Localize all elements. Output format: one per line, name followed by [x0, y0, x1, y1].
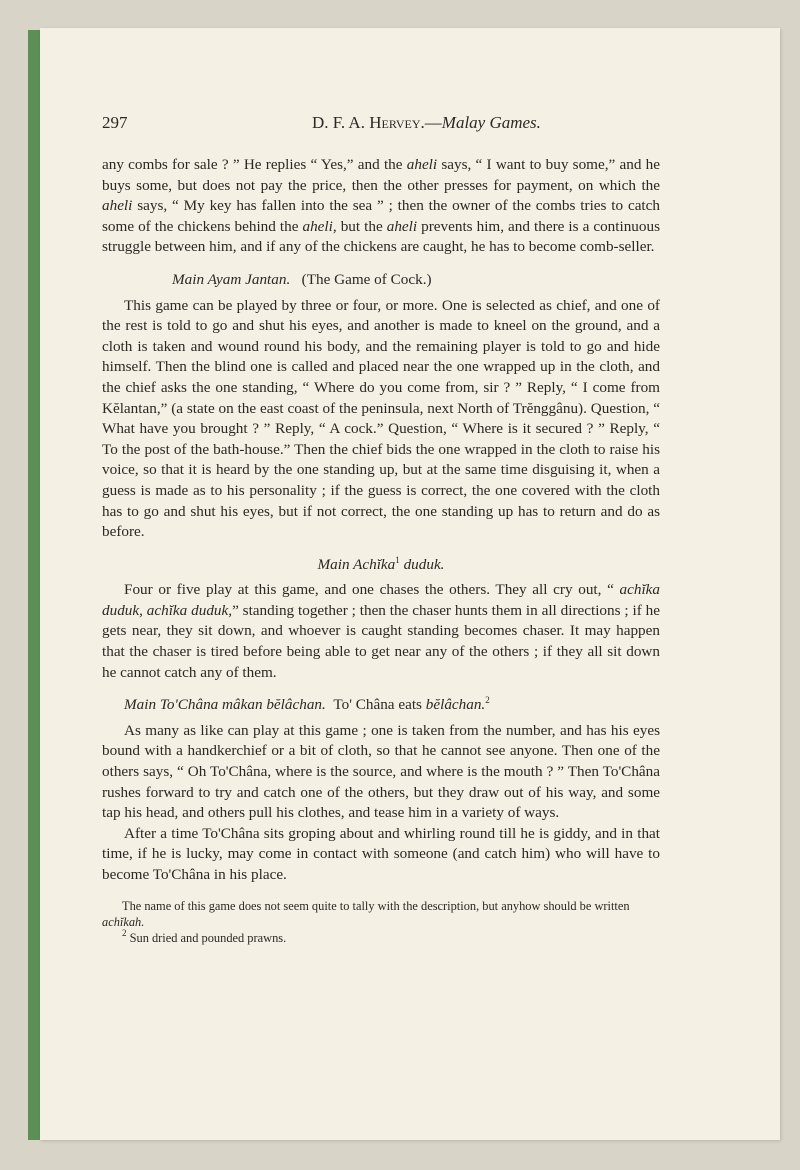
footnote-2: $^2$ Sun dried and pounded prawns. [122, 927, 287, 945]
section-title-malay: Main Ayam Jantan. [172, 270, 291, 288]
section-heading-ayam-jantan [102, 270, 660, 291]
footnotes [102, 898, 660, 946]
running-head [102, 113, 660, 135]
paragraph-comb-seller: any combs for sale ? ” He replies “ Yes,” and the aheli says, “ I want to buy some,” and he buys some, but does not pay the price, then the other presses for payment, on which the aheli says, “ My key has fallen into the sea ” ; then the owner of the combs tries to catch some of the chickens behind the aheli, but the aheli prevents him, and there is a continuous struggle between him, and if any of the chickens are caught, he has to become comb-seller. [102, 156, 661, 256]
footnote-marker-2: 2 [485, 695, 490, 706]
running-title [312, 113, 541, 133]
paragraph-to-chana-2: After a time To'Châna sits groping about and whirling round till he is giddy, and in that time, if he is lucky, may come in contact with someone (and catch him) who will have to become To'Châna in his place. [102, 824, 660, 883]
title-dash: — [424, 113, 442, 132]
author-name: D. F. A. Hervey. [312, 113, 425, 132]
paragraph-game-of-cock: This game can be played by three or four, or more. One is selected as chief, and one of the rest is told to go and shut his eyes, and another is made to kneel on the ground, and a cloth is taken and wound round his body, and the remaining player is told to go and hide himself. Then the blind one is called and placed near the one wrapped up in the cloth, and the chief asks the one standing, “ Where do you come from, sir ? ” Reply, “ I come from Kĕlantan,” (a state on the east coast of the peninsula, next North of Trĕnggânu). Question, “ What have you brought ? ” Reply, “ A cock.” Question, “ Where is it secured ? ” Reply, “ To the post of the bath-house.” Then the chief bids the one wrapped in the cloth to raise his voice, so that it is heard by the one standing up, but at the same time disguising it, when a guess is made as to his personality ; if the guess is correct, the one covered with the cloth has to go and shut his eyes, but if not correct, the one standing up has to return and do as before. [102, 296, 660, 541]
page-number: 297 [102, 113, 128, 132]
section-heading-to-chana: Main To'Châna mâkan bĕlâchan. To' Châna eats bĕlâchan.$^2$ [124, 695, 490, 714]
page-content [102, 113, 660, 946]
paragraph-achika-duduk: Four or five play at this game, and one chases the others. They all cry out, “ achĭka duduk, achĭka duduk,” standing together ; then the chaser hunts them in all directions ; if he gets near, they sit down, and whoever is caught standing becomes chaser. It may happen that the chaser is tired before being able to get near any of the others ; if they all sit down he cannot catch any of them. [102, 581, 660, 681]
footnote-1: The name of this game does not seem quite to tally with the description, but anyhow should be written achĭkah. [102, 898, 630, 929]
journal-title: Malay Games. [441, 113, 541, 132]
section-title-english: (The Game of Cock.) [301, 270, 432, 288]
paragraph-to-chana-1: As many as like can play at this game ; one is taken from the number, and has his eyes bound with a handkerchief or a bit of cloth, so that he cannot see anyone. Then one of the others says, “ Oh To'Châna, where is the source, and where is the mouth ? ” Then To'Châna rushes forward to try and catch one of the others, but they draw out of his way, and some tap his head, and others pull his clothes, and tease him in a variety of ways. [102, 721, 660, 822]
section-heading-achika-duduk: Main Achĭka$^1$ duduk. [317, 554, 445, 573]
footnote-marker-1: 1 [395, 554, 400, 565]
